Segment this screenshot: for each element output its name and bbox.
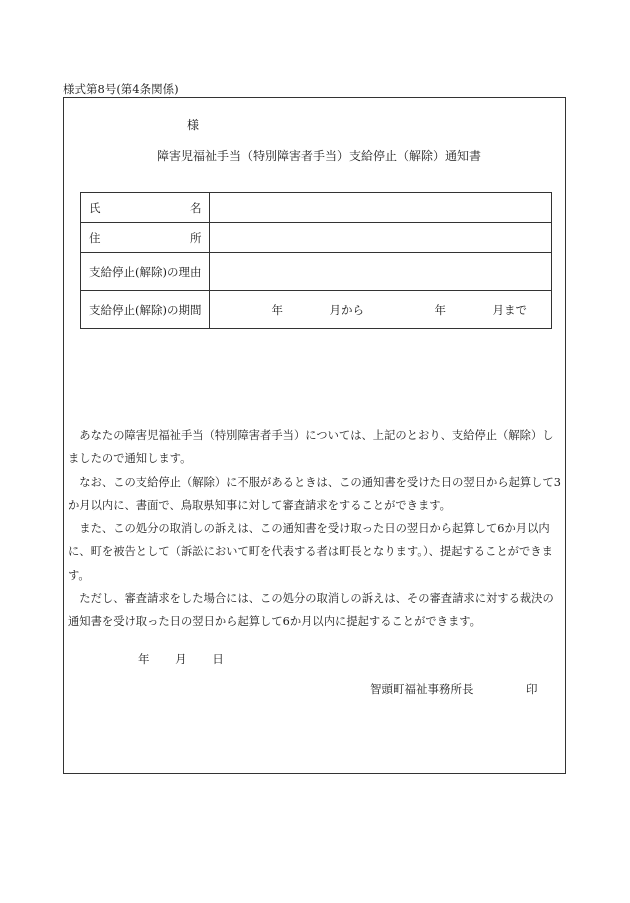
form-number: 様式第8号(第4条関係) [63, 82, 179, 96]
period-year-until: 年 [434, 302, 446, 317]
seal-mark: 印 [526, 682, 538, 696]
table-row-address [81, 223, 552, 253]
name-value-cell[interactable] [210, 193, 552, 223]
reason-value-cell[interactable] [210, 253, 552, 291]
period-year-from: 年 [271, 302, 283, 317]
period-month-from: 月から [329, 302, 364, 317]
period-value-cell[interactable] [210, 291, 552, 329]
address-label-char-2: 所 [189, 230, 202, 245]
body-paragraph-1: あなたの障害児福祉手当（特別障害者手当）については、上記のとおり、支給停止（解除）しましたので通知します。 [68, 429, 554, 466]
period-month-until: 月まで [492, 302, 527, 317]
notice-body [68, 424, 562, 634]
info-table [80, 192, 552, 329]
date-day: 日 [212, 652, 224, 666]
table-row-name [81, 193, 552, 223]
address-label [81, 223, 210, 253]
reason-label: 支給停止(解除)の理由 [81, 253, 210, 291]
issuer-name: 智頭町福祉事務所長 [370, 682, 474, 696]
address-value-cell[interactable] [210, 223, 552, 253]
addressee-suffix: 様 [187, 118, 200, 132]
body-paragraph-2: なお、この支給停止（解除）に不服があるときは、この通知書を受けた日の翌日から起算して3か月以内に、書面で、鳥取県知事に対して審査請求をすることができます。 [68, 475, 561, 512]
address-label-char-1: 住 [89, 230, 101, 245]
name-label-char-2: 名 [189, 200, 202, 215]
period-label: 支給停止(解除)の期間 [81, 291, 210, 329]
name-label-char-1: 氏 [89, 200, 101, 215]
date-month: 月 [175, 652, 187, 666]
name-label [81, 193, 210, 223]
issue-date [138, 651, 246, 667]
body-paragraph-3: また、この処分の取消しの訴えは、この通知書を受け取った日の翌日から起算して6か月以内に、町を被告として（訴訟において町を代表する者は町長となります。）、提起することができます。 [68, 522, 553, 582]
table-row-reason [81, 253, 552, 291]
body-paragraph-4: ただし、審査請求をした場合には、この処分の取消しの訴えは、その審査請求に対する裁決の通知書を受け取った日の翌日から起算して6か月以内に提起することができます。 [68, 592, 554, 629]
table-row-period [81, 291, 552, 329]
date-year: 年 [138, 652, 150, 666]
document-title: 障害児福祉手当（特別障害者手当）支給停止（解除）通知書 [156, 149, 481, 163]
